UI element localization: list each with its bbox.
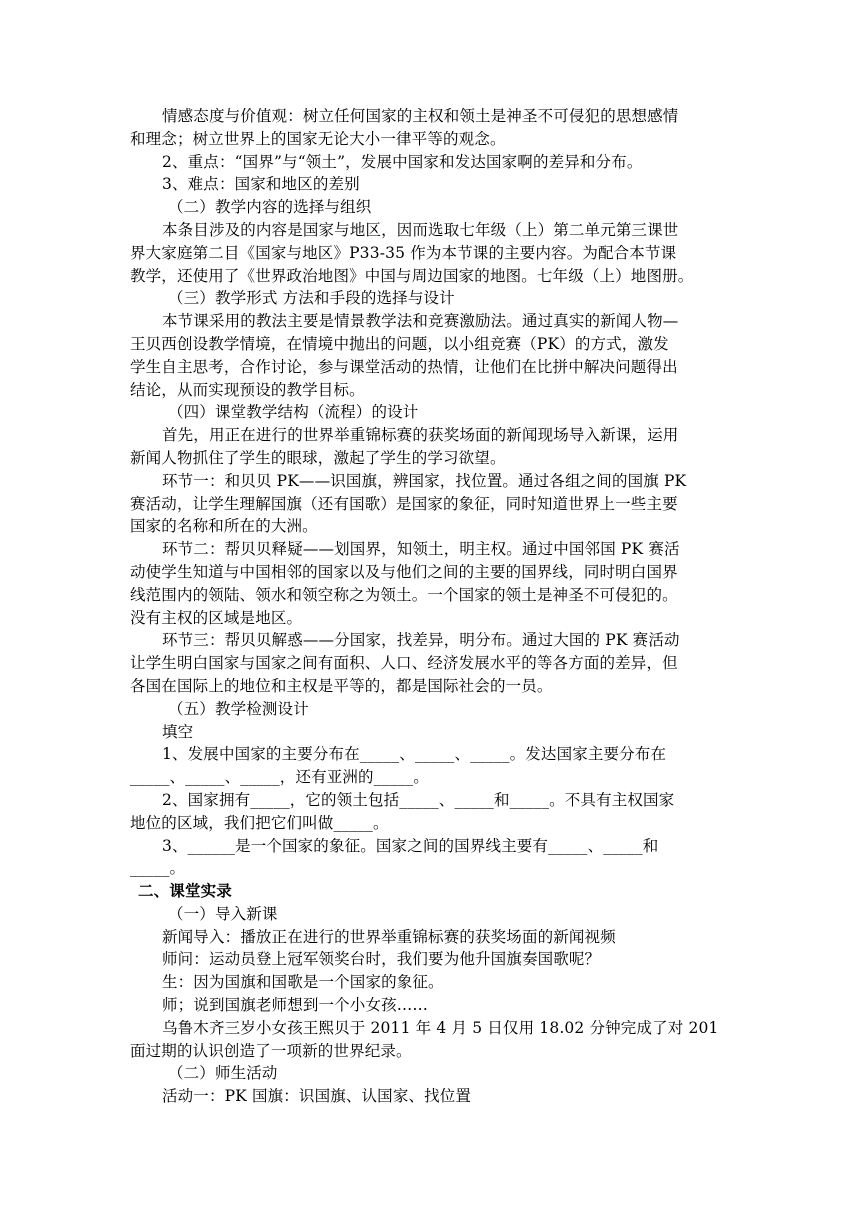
text-line: 面过期的认识创造了一项新的世界纪录。 [130, 1041, 412, 1060]
section-heading: （五）教学检测设计 [168, 699, 309, 718]
text-line: 1、发展中国家的主要分布在_____、_____、_____。发达国家主要分布在 [162, 745, 667, 764]
text-line: 赛活动，让学生理解国旗（还有国歌）是国家的象征，同时知道世界上一些主要 [130, 494, 678, 513]
section-heading: （三）教学形式 方法和手段的选择与设计 [168, 289, 455, 308]
text-line: 地位的区域，我们把它们叫做_____。 [130, 813, 389, 832]
text-line: 王贝西创设教学情境，在情境中抛出的问题，以小组竞赛（PK）的方式，激发 [130, 334, 669, 353]
text-line: 乌鲁木齐三岁小女孩王熙贝于 2011 年 4 月 5 日仅用 18.02 分钟完成了对 201 [162, 1018, 719, 1037]
text-line: _____。 [130, 859, 186, 878]
section-heading: （二）师生活动 [168, 1064, 278, 1083]
text-line: 教学，还使用了《世界政治地图》中国与周边国家的地图。七年级（上）地图册。 [130, 266, 694, 285]
text-line: 本节课采用的教法主要是情景教学法和竞赛激励法。通过真实的新闻人物— [162, 312, 679, 331]
text-line: 界大家庭第二目《国家与地区》P33-35 作为本节课的主要内容。为配合本节课 [130, 243, 677, 262]
text-line: 生：因为国旗和国歌是一个国家的象征。 [162, 973, 444, 992]
text-line: 首先，用正在进行的世界举重锦标赛的获奖场面的新闻现场导入新课，运用 [162, 426, 679, 445]
text-line: 3、______是一个国家的象征。国家之间的国界线主要有_____、_____和 [162, 836, 659, 855]
text-line: 填空 [162, 722, 194, 741]
section-heading: （四）课堂教学结构（流程）的设计 [168, 403, 419, 422]
text-line: 2、国家拥有_____，它的领土包括_____、_____和_____。不具有主权国家 [162, 790, 675, 809]
text-line: 结论，从而实现预设的教学目标。 [130, 380, 365, 399]
major-heading: 二、课堂实录 [138, 881, 232, 901]
section-heading: （二）教学内容的选择与组织 [168, 198, 372, 217]
text-line: 师；说到国旗老师想到一个小女孩…… [162, 996, 429, 1015]
text-line: 活动一：PK 国旗：识国旗、认国家、找位置 [162, 1087, 472, 1106]
text-line: 2、重点：“国界”与“领土”，发展中国家和发达国家啊的差异和分布。 [162, 152, 643, 171]
text-line: 动使学生知道与中国相邻的国家以及与他们之间的主要的国界线，同时明白国界 [130, 562, 678, 581]
text-line: 情感态度与价值观：树立任何国家的主权和领土是神圣不可侵犯的思想感情 [162, 107, 679, 125]
text-line: 环节三：帮贝贝解惑——分国家，找差异，明分布。通过大国的 PK 赛活动 [162, 631, 680, 650]
text-line: 环节二：帮贝贝释疑——划国界，知领土，明主权。通过中国邻国 PK 赛活 [162, 540, 680, 559]
text-line: 线范围内的领陆、领水和领空称之为领土。一个国家的领土是神圣不可侵犯的。 [130, 585, 678, 604]
text-line: 环节一：和贝贝 PK——识国旗，辨国家，找位置。通过各组之间的国旗 PK [162, 471, 687, 490]
text-line: 3、难点：国家和地区的差别 [162, 175, 360, 194]
text-line: 师问：运动员登上冠军领奖台时，我们要为他升国旗奏国歌呢？ [162, 950, 601, 969]
section-heading: （一）导入新课 [168, 904, 278, 923]
text-line: 新闻导入：播放正在进行的世界举重锦标赛的获奖场面的新闻视频 [162, 927, 616, 946]
text-line: 各国在国际上的地位和主权是平等的，都是国际社会的一员。 [130, 676, 553, 695]
text-line: 没有主权的区域是地区。 [130, 608, 303, 627]
text-line: 本条目涉及的内容是国家与地区，因而选取七年级（上）第二单元第三课世 [162, 220, 679, 239]
text-line: 国家的名称和所在的大洲。 [130, 517, 318, 536]
text-line: 让学生明白国家与国家之间有面积、人口、经济发展水平的等各方面的差异，但 [130, 654, 678, 673]
document-body [130, 105, 732, 1108]
text-line: _____、_____、_____，还有亚洲的_____。 [130, 768, 429, 787]
text-line: 和理念；树立世界上的国家无论大小一律平等的观念。 [130, 129, 506, 148]
text-line: 学生自主思考，合作讨论，参与课堂活动的热情，让他们在比拼中解决问题得出 [130, 357, 678, 376]
text-line: 新闻人物抓住了学生的眼球，激起了学生的学习欲望。 [130, 448, 506, 467]
